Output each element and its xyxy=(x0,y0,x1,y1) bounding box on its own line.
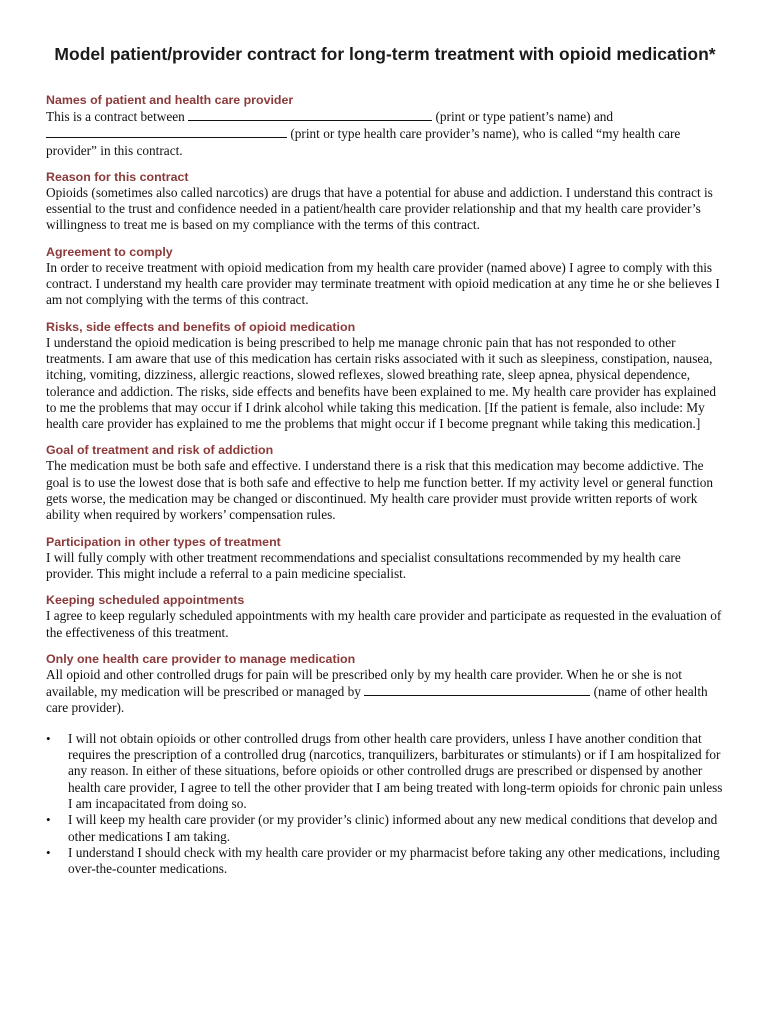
section-goal xyxy=(46,443,724,523)
section-heading: Participation in other types of treatment xyxy=(46,534,281,549)
section-heading: Names of patient and health care provider xyxy=(46,93,294,107)
section-text: I agree to keep regularly scheduled appointments with my health care provider and participate as requested in the evaluation of the effectiveness of this treatment. xyxy=(46,608,722,640)
section-names xyxy=(46,93,724,159)
list-item xyxy=(46,731,724,812)
section-heading: Keeping scheduled appointments xyxy=(46,593,245,608)
section-heading: Reason for this contract xyxy=(46,169,189,184)
section-one-provider xyxy=(46,652,724,878)
list-item-text: I will keep my health care provider (or my provider’s clinic) informed about any new medical conditions that develop and other medications I am taking. xyxy=(68,812,718,844)
section-text: I will fully comply with other treatment recommendations and specialist consultations recommended by my health care provider. This might include a referral to a pain medicine specialist. xyxy=(46,549,681,581)
list-item xyxy=(46,845,724,878)
provider-name-blank[interactable] xyxy=(46,125,287,138)
bullet-icon: • xyxy=(46,844,51,860)
section-heading: Goal of treatment and risk of addiction xyxy=(46,443,274,458)
section-heading: Risks, side effects and benefits of opioid medication xyxy=(46,319,356,334)
section-participation xyxy=(46,535,724,583)
section-text xyxy=(46,667,724,717)
section-heading: Only one health care provider to manage medication xyxy=(46,651,356,666)
bullet-list xyxy=(46,731,724,878)
patient-name-blank[interactable] xyxy=(188,108,432,121)
other-provider-name-blank[interactable] xyxy=(364,683,590,696)
section-heading: Agreement to comply xyxy=(46,244,173,259)
section-text: In order to receive treatment with opioid medication from my health care provider (named above) I agree to comply with this contract. I understand my health care provider may terminate treatment with opioid medication at any time he or she believes I am not complying with the terms of this contract. xyxy=(46,259,720,308)
bullet-icon: • xyxy=(46,730,51,746)
section-text: Opioids (sometimes also called narcotics) are drugs that have a potential for abuse and addiction. I understand this contract is essential to the trust and confidence needed in a patient/health care provider relationship and that my health care provider’s willingness to treat me is based on my compliance with the terms of this contract. xyxy=(46,184,713,233)
list-item xyxy=(46,812,724,845)
manage-text-2: (name of other health care provider). xyxy=(46,684,708,716)
section-text: The medication must be both safe and effective. I understand there is a risk that this medication may become addictive. The goal is to use the lowest dose that is both safe and effective to help me function better. If my activity level or general function gets worse, the medication may be changed or discontinued. My health care provider must provide written reports of work ability when required by workers’ compensation rules. xyxy=(46,458,713,523)
names-text-2: (print or type patient’s name) and xyxy=(432,109,614,124)
list-item-text: I understand I should check with my health care provider or my pharmacist before taking any other medications, including over-the-counter medications. xyxy=(68,844,720,877)
section-agreement xyxy=(46,245,724,309)
section-risks xyxy=(46,320,724,433)
section-reason xyxy=(46,170,724,234)
page-title: Model patient/provider contract for long-term treatment with opioid medication* xyxy=(54,44,716,64)
names-text-3: (print or type health care provider’s name), who is called “my health care provider” in this contract. xyxy=(46,126,681,158)
names-text-1: This is a contract between xyxy=(46,109,189,124)
manage-text-1: All opioid and other controlled drugs for pain will be prescribed only by my health care provider. When he or she is not available, my medication will be prescribed or managed by xyxy=(46,666,682,700)
section-text: I understand the opioid medication is being prescribed to help me manage chronic pain that has not responded to other treatments. I am aware that use of this medication has certain risks associated with it such as sleepiness, constipation, nausea, itching, vomiting, dizziness, allergic reactions, slowed reflexes, slowed breathing rate, sleep apnea, physical dependence, tolerance and addiction. The risks, side effects and benefits have been explained to me. My health care provider has explained to me the problems that may occur if I drink alcohol while taking this medication. [If the patient is female, also include: My health care provider has explained to me the problems that might occur if I become pregnant while taking this medication.] xyxy=(46,334,717,432)
list-item-text: I will not obtain opioids or other controlled drugs from other health care providers, unless I have another condition that requires the prescription of a controlled drug (narcotics, tranquilizers, barbiturates or stimulants) or if I am hospitalized for any reason. In either of these situations, before opioids or other controlled drugs are prescribed or dispensed by another health care provider, I agree to tell the other provider that I am being treated with long-term opioids for chronic pain unless I am incapacitated from doing so. xyxy=(68,730,723,811)
section-text xyxy=(46,108,724,159)
bullet-icon: • xyxy=(46,812,51,828)
section-appointments xyxy=(46,593,724,641)
